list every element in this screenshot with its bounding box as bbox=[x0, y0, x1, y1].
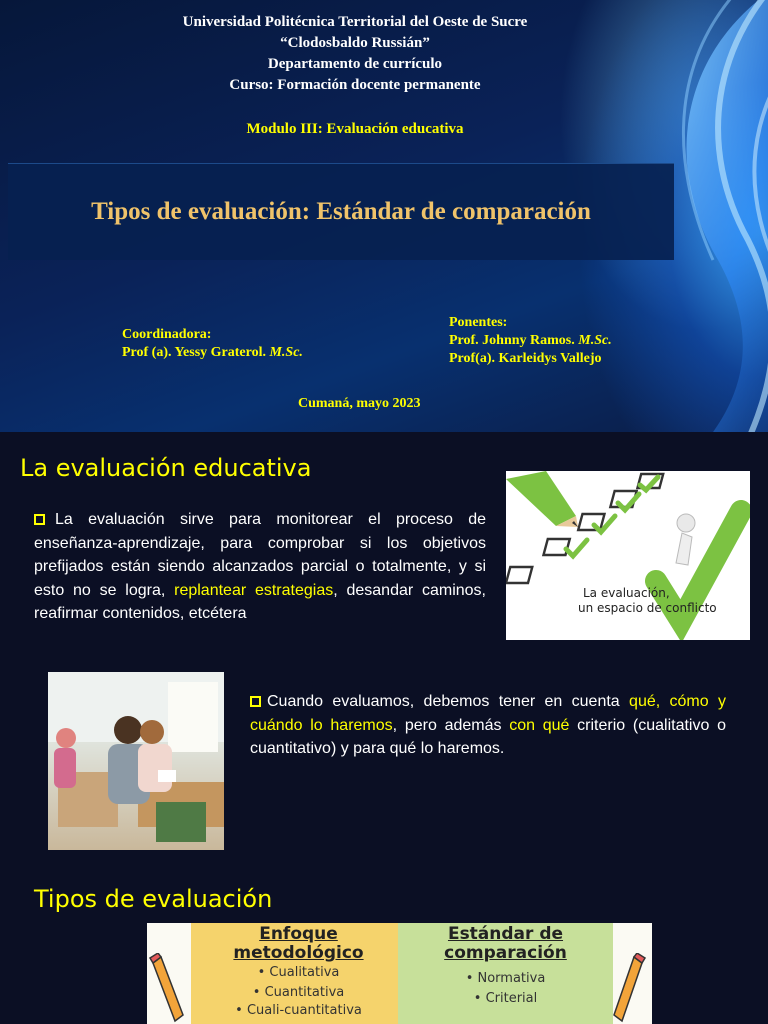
column-b-title bbox=[398, 925, 613, 963]
column-a-item-text: Cualitativa bbox=[269, 965, 340, 980]
para2-text-a: Cuando evaluamos, debemos tener en cuenta bbox=[267, 693, 630, 710]
column-b-item-text: Criterial bbox=[485, 991, 538, 1006]
coordinator-degree: M.Sc. bbox=[269, 345, 303, 360]
pencil-left-icon bbox=[147, 953, 191, 1024]
course: Curso: Formación docente permanente bbox=[229, 77, 481, 93]
svg-text:un espacio de conflicto: un espacio de conflicto bbox=[578, 601, 717, 615]
checklist-illustration-icon bbox=[506, 471, 750, 640]
column-comparison bbox=[398, 923, 613, 1024]
students-illustration-icon bbox=[48, 672, 224, 850]
para2-text-c: criterio (cualitativo o cuantitativo) y para qué lo haremos. bbox=[250, 716, 727, 757]
para2-text-b: , pero además bbox=[392, 716, 510, 734]
para1-highlight: replantear estrategias bbox=[174, 581, 334, 599]
column-a-title-1: Enfoque bbox=[259, 924, 338, 944]
checklist-image bbox=[506, 471, 750, 640]
column-b-title-2: comparación bbox=[444, 943, 567, 963]
slide3-heading: Tipos de evaluación bbox=[34, 885, 273, 913]
slide2-heading: La evaluación educativa bbox=[20, 454, 312, 482]
title-box bbox=[8, 163, 674, 260]
coordinator-block bbox=[122, 326, 303, 362]
speaker1-degree: M.Sc. bbox=[578, 333, 612, 348]
column-a-item: • Cualitativa bbox=[257, 965, 340, 980]
column-a-item: • Cuantitativa bbox=[252, 985, 345, 1000]
speakers-label: Ponentes: bbox=[449, 315, 508, 330]
module-label: Modulo III: Evaluación educativa bbox=[246, 121, 464, 137]
types-slide bbox=[0, 864, 768, 1024]
para1-text-a: La evaluación sirve para monitorear el proceso de enseñanza-aprendizaje, para comprobar si los objetivos prefijados están siendo alcanzados parcial o totalmente, y si esto no se logra, bbox=[34, 511, 486, 599]
paragraph-monitoring bbox=[34, 508, 486, 626]
svg-text:La evaluación,: La evaluación, bbox=[583, 586, 670, 600]
title-slide bbox=[0, 0, 768, 432]
para1-text-b: , desandar caminos, reafirmar contenidos, etcétera bbox=[34, 581, 486, 622]
university-subtitle: “Clodosbaldo Russián” bbox=[280, 35, 430, 51]
pencil-right-icon bbox=[608, 953, 648, 1024]
university-name: Universidad Politécnica Territorial del Oeste de Sucre bbox=[182, 14, 528, 30]
column-b-title-1: Estándar de bbox=[447, 924, 564, 944]
checkbox-bullet-icon bbox=[250, 696, 261, 707]
column-a-item: • Cuali-cuantitativa bbox=[235, 1003, 362, 1018]
coordinator-name-line bbox=[122, 344, 303, 362]
column-a-title-2: metodológico bbox=[233, 943, 364, 963]
speaker2-name: Prof(a). Karleidys Vallejo bbox=[449, 351, 602, 366]
types-diagram bbox=[147, 923, 652, 1024]
column-a-title bbox=[191, 925, 406, 963]
column-a-item-text: Cuali-cuantitativa bbox=[246, 1003, 362, 1018]
speakers-block bbox=[449, 314, 612, 368]
department: Departamento de currículo bbox=[267, 56, 443, 72]
coordinator-label: Coordinadora: bbox=[122, 327, 212, 342]
column-b-item: • Normativa bbox=[465, 971, 546, 986]
column-a-item-text: Cuantitativa bbox=[264, 985, 345, 1000]
para2-highlight-2: con qué bbox=[509, 716, 570, 734]
column-b-item: • Criterial bbox=[473, 991, 538, 1006]
evaluation-slide bbox=[0, 432, 768, 864]
para2-highlight-1: qué, cómo y cuándo lo haremos bbox=[250, 693, 726, 734]
classroom-photo bbox=[48, 672, 224, 850]
checkbox-bullet-icon bbox=[34, 514, 45, 525]
speaker1-name: Prof. Johnny Ramos. bbox=[449, 333, 575, 348]
column-b-item-text: Normativa bbox=[477, 971, 546, 986]
speaker1-line bbox=[449, 332, 612, 350]
coordinator-name: Prof (a). Yessy Graterol. bbox=[122, 345, 266, 360]
paragraph-criteria bbox=[250, 690, 726, 761]
presentation-title: Tipos de evaluación: Estándar de comparación bbox=[91, 198, 591, 225]
column-methodological bbox=[191, 923, 406, 1024]
place-date: Cumaná, mayo 2023 bbox=[298, 396, 421, 411]
